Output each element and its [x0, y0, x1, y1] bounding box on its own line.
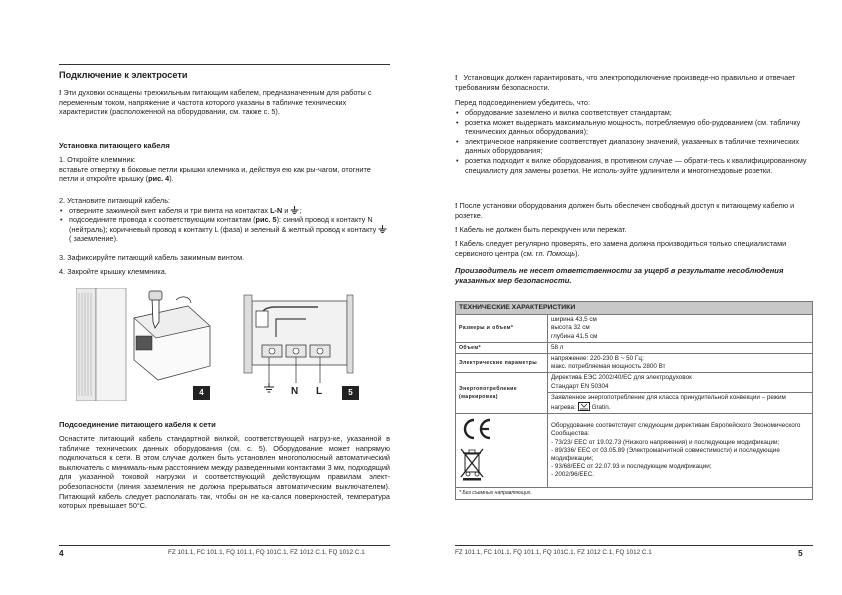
step-1 [59, 155, 390, 184]
figure-number: 4 [193, 386, 210, 400]
intro-paragraph [59, 88, 390, 117]
terminal-n-label: N [291, 386, 299, 397]
gratin-mode-icon [578, 402, 590, 411]
bottom-rule [59, 545, 390, 546]
list-item: • электрическое напряжение соответствует диапазону значений, указанных в табличке технических данных оборудования; [455, 137, 813, 156]
dims-value: ширина 43,5 см высота 32 см глубина 41,5 см [548, 315, 813, 343]
energy-directive: Директива ЕЭС 2002/40/EC для электродуховок Стандарт EN 50304 [548, 373, 813, 392]
check-cable-warning: ! Кабель следует регулярно проверять, его замена должна производиться только специалистами сервисного центра (см. гл. Помощь). [455, 239, 787, 258]
ground-icon [378, 225, 387, 233]
weee-bin-icon [459, 447, 485, 481]
step-1-title: 1. Откройте клеммник: [59, 155, 136, 164]
step-2 [59, 196, 390, 244]
volume-value: 58 л [548, 342, 813, 353]
compliance-text: Оборудование соответствует следующим директивам Европейского Экономического Сообщества: - 73/23/ EEC от 19.02.73 (Низкого напряжения) и последующие модификации; - 89/336/ EEC от 03.05.89 (Электромагнитной совместимости) и последующие модификации; - 93/68/EEC от 22.07.93 и последующие модификации; - 2002/96/EEC. [548, 414, 813, 488]
installer-warning: ! Установщик должен гарантировать, что электроподключение произведе-но правильно и отвечает требованиям безопасности. [455, 73, 796, 92]
table-row [456, 315, 813, 343]
access-warning: ! После установки оборудования должен быть обеспечен свободный доступ к питающему кабелю и розетке. [455, 201, 795, 220]
step-3: 3. Зафиксируйте питающий кабель зажимным винтом. [59, 253, 245, 262]
network-paragraph: Оснастите питающий кабель стандартной вилкой, соответствующей нагруз-ке, указанной в табличке технических данных оборудования (см. с. 5). Оборудование может напрямую подключаться к сети. В этом случае должен быть установлен многополюсный автоматический выключатель с минималь-ным расстоянием между разведенными контактами 3 мм, подходящий для указанной токовой нагрузки и соответствующий действующим правилам элект-робезопасности (линия заземления не должна прерываться автоматическим выключателем). Питающий кабель следует располагать так, чтобы он не ка-сался поверхностей, температура которых превышает 50°C. [59, 434, 390, 511]
check-list [455, 108, 813, 175]
cable-warning: ! Кабель не должен быть перекручен или пережат. [455, 225, 627, 234]
figure-4 [76, 288, 217, 401]
disclaimer: Производитель не несет ответственности за ущерб в результате несоблюдения указанных мер безопасности. [455, 266, 784, 285]
table-row [456, 373, 813, 392]
step-2-bullets [59, 206, 390, 244]
right-page [421, 0, 842, 595]
step-1-text: вставьте отвертку в боковые петли крышки клемника и, действуя ею как ры-чагом, отогните петли и откройте крышку (рис. 4). [59, 164, 371, 184]
bottom-rule [455, 545, 813, 546]
list-item: • подсоедините провода к соответствующим контактам (рис. 5): синий провод к контакту N (нейтраль); коричневый провод к контакту L (фаза) и зеленый & желтый провод к контакту ( заземление). [59, 215, 390, 244]
table-row [456, 414, 813, 488]
figure-number: 5 [342, 386, 359, 400]
tech-specs-table [455, 301, 813, 500]
table-footnote: * Без съемных направляющих. [456, 488, 813, 499]
table-header: ТЕХНИЧЕСКИЕ ХАРАКТЕРИСТИКИ [456, 302, 813, 315]
list-item: • оборудование заземлено и вилка соответствует стандартам; [455, 108, 813, 118]
table-row [456, 354, 813, 373]
fig-4-ref: рис. 4 [148, 174, 170, 184]
terminal-l-label: L [316, 386, 323, 397]
elec-value: напряжение: 220-230 В ~ 50 Гц; макс. потребляемая мощность 2800 Вт [548, 354, 813, 373]
warning-mark: ! [59, 88, 62, 97]
table-row [456, 342, 813, 353]
page-number: 5 [798, 548, 803, 558]
help-ref: Помощь [546, 248, 576, 258]
volume-label: Объем* [456, 342, 548, 353]
fig-5-ref: рис. 5 [255, 215, 277, 225]
section-title: Подключение к электросети [59, 70, 188, 80]
model-list: FZ 101.1, FC 101.1, FQ 101.1, FQ 101C.1, FZ 1012 C.1, FQ 1012 C.1 [168, 549, 365, 556]
marks-cell [456, 414, 548, 488]
list-item: • розетка подходит к вилке оборудования, в противном случае — обрати-тесь к квалифицированному специалисту для замены розетки. Не исполь-зуйте удлинители и многогнездовые розетки. [455, 156, 813, 175]
install-heading: Установка питающего кабеля [59, 141, 170, 150]
network-heading: Подсоединение питающего кабеля к сети [59, 420, 216, 429]
energy-declared: Заявленное энергопотребление для класса принудительной конвекции – режим нагрева: Gratin. [548, 392, 813, 413]
top-rule [59, 64, 390, 65]
list-item: • розетка может выдержать максимальную мощность, потребляемую обо-рудованием (см. табличку технических данных оборудования); [455, 118, 813, 137]
model-list: FZ 101.1, FC 101.1, FQ 101.1, FQ 101C.1, FZ 1012 C.1, FQ 1012 C.1 [455, 549, 652, 556]
page-number: 4 [59, 548, 64, 558]
list-item: • отверните зажимной винт кабеля и три винта на контактах L-N и ; [59, 206, 390, 216]
terminal-box-illustration [76, 288, 217, 401]
intro-text: Эти духовки оснащены трехжильным питающим кабелем, предназначенным для работы с переменным током, напряжение и частота которого указаны в табличке технических характеристик (расположенной на оборудовании, см. также с. 5). [59, 88, 372, 117]
dims-label: Размеры и объем* [456, 315, 548, 343]
step-2-title: 2. Установите питающий кабель: [59, 196, 171, 205]
ce-mark-icon [459, 417, 493, 441]
figure-5 [236, 287, 361, 401]
elec-label: Электрические параметры [456, 354, 548, 373]
check-intro: Перед подсоединением убедитесь, что: [455, 98, 590, 107]
ground-icon [264, 383, 274, 392]
wiring-diagram [236, 287, 361, 401]
warning-mark: ! [455, 73, 458, 82]
energy-label: Энергопотребление (маркировка) [456, 373, 548, 414]
step-4: 4. Закройте крышку клеммника. [59, 267, 167, 276]
